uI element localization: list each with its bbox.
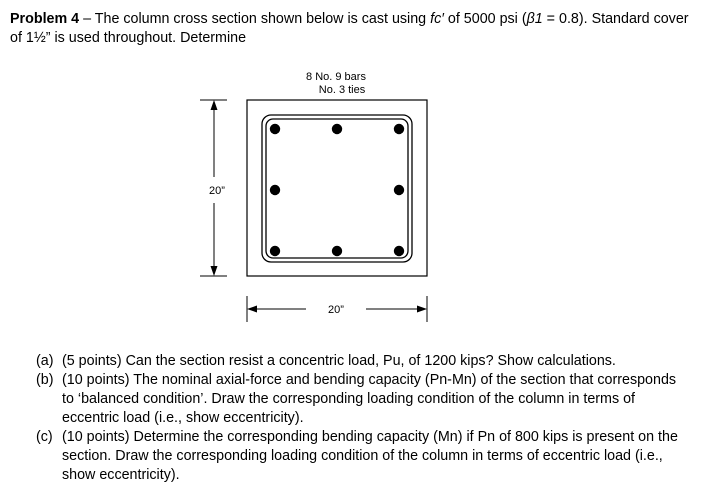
question-parts bbox=[36, 352, 691, 485]
rebar bbox=[394, 124, 404, 134]
rebar bbox=[270, 124, 280, 134]
part-tag-c: (c) bbox=[36, 429, 53, 445]
statement-text-3: = 0.8). Standard cover bbox=[542, 11, 689, 27]
question-part-c bbox=[36, 428, 691, 485]
rebar bbox=[270, 246, 280, 256]
rebar bbox=[270, 185, 280, 195]
part-tag-a: (a) bbox=[36, 353, 54, 369]
rebar bbox=[394, 246, 404, 256]
part-tag-b: (b) bbox=[36, 372, 54, 388]
width-dimension bbox=[247, 296, 427, 322]
rebar bbox=[332, 246, 342, 256]
tie-inner bbox=[266, 119, 408, 258]
part-text-a: (5 points) Can the section resist a concentric load, Pu, of 1200 kips? Show calculations. bbox=[62, 353, 616, 369]
rebar bbox=[394, 185, 404, 195]
ties-label: No. 3 ties bbox=[318, 84, 366, 96]
statement-text-2: of 5000 psi ( bbox=[443, 11, 527, 27]
fc-symbol: fc′ bbox=[430, 11, 444, 27]
beta-symbol: β1 bbox=[526, 11, 543, 27]
question-part-b bbox=[36, 371, 691, 428]
heading-dash: – bbox=[79, 11, 95, 27]
height-label: 20” bbox=[209, 185, 225, 197]
question-part-a bbox=[36, 352, 691, 371]
statement-text-1: The column cross section shown below is cast using bbox=[94, 11, 431, 27]
tie-outer bbox=[262, 115, 412, 262]
part-text-c: (10 points) Determine the corresponding bending capacity (Mn) if Pn of 800 kips is present on the section. Draw the corresponding loading condition of the column in terms of eccentric load (i.e., show eccentricity). bbox=[62, 429, 678, 483]
rebar bbox=[332, 124, 342, 134]
height-dimension bbox=[200, 100, 227, 276]
statement-text-4: of 1½” is used throughout. Determine bbox=[10, 30, 247, 46]
bars-label: 8 No. 9 bars bbox=[306, 71, 366, 83]
width-label: 20” bbox=[328, 304, 344, 316]
problem-heading: Problem 4 bbox=[10, 11, 80, 27]
part-text-b: (10 points) The nominal axial-force and bending capacity (Pn-Mn) of the section that corresponds to ‘balanced condition’. Draw the corresponding loading condition of the column in terms of eccentric load (i.e., show eccentricity). bbox=[62, 372, 677, 426]
